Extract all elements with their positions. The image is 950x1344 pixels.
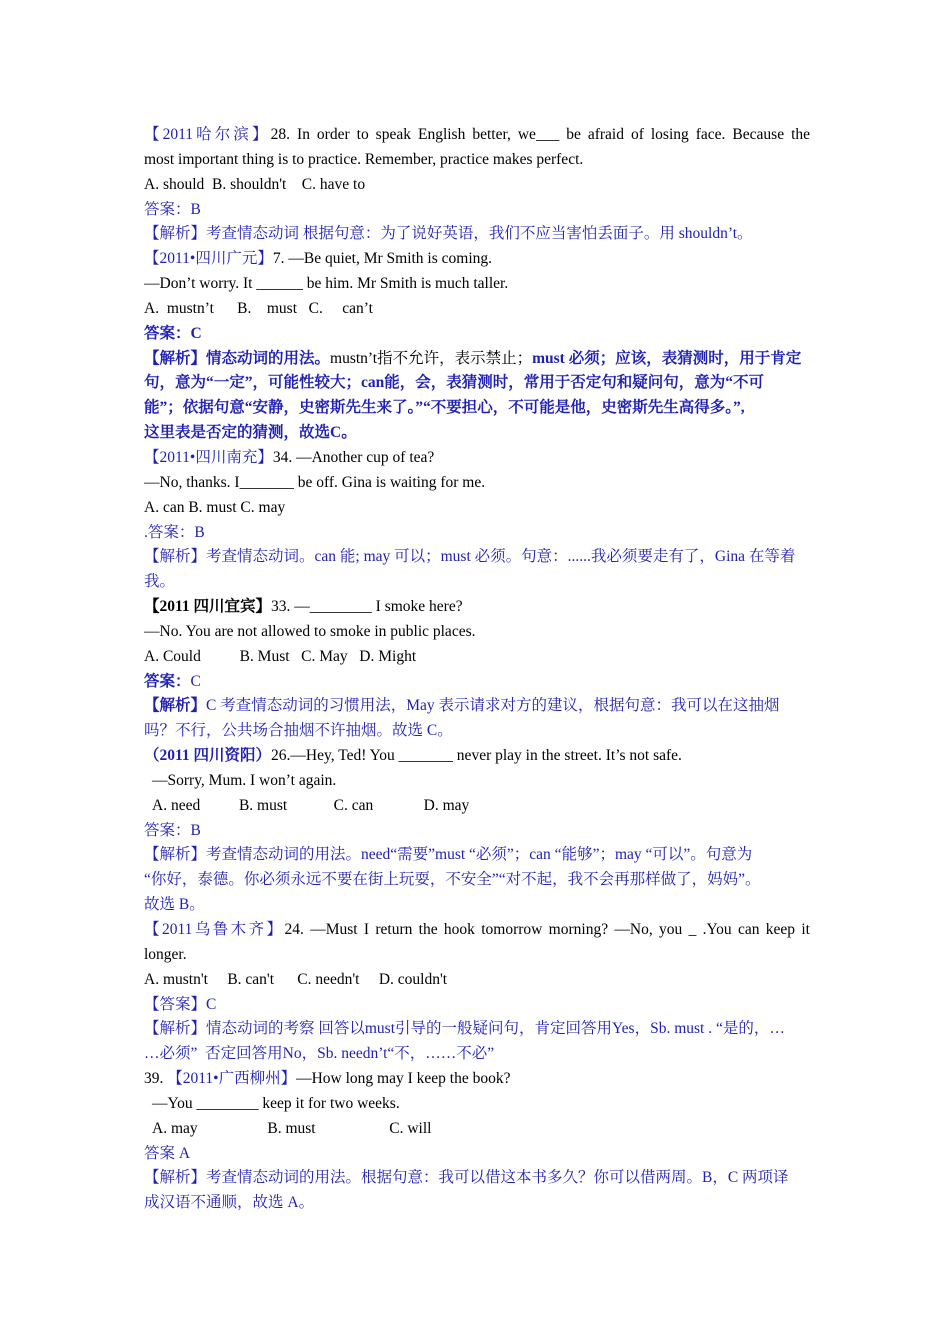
line-q26-options xyxy=(144,794,810,819)
text-segment: 【解析】考查情态动词。can 能; may 可以；must 必须。句意：......我必须要走有了，Gina 在等着 xyxy=(144,548,796,566)
text-segment: 【2011•四川广元】 xyxy=(144,250,273,268)
line-q39-analysis-2 xyxy=(144,1191,810,1216)
text-segment: 【解析】情态动词的考察 回答以must引导的一般疑问句，肯定回答用Yes，Sb. must . “是的，… xyxy=(144,1020,785,1038)
text-segment: .答案：B xyxy=(144,523,205,541)
text-segment: 39. xyxy=(144,1070,168,1088)
text-segment: 我。 xyxy=(144,573,176,591)
text-segment: 答案：B xyxy=(144,821,201,839)
line-q33-source xyxy=(144,595,810,620)
line-q28-stem-2 xyxy=(144,148,810,173)
line-q7-analysis-2 xyxy=(144,371,810,396)
line-q33-stem xyxy=(144,620,810,645)
text-segment: 【解析】 xyxy=(144,697,207,715)
line-q26-analysis-3 xyxy=(144,893,810,918)
text-segment: （2011 四川资阳） xyxy=(144,747,272,765)
text-segment: —No, thanks. I_______ be off. Gina is waiting for me. xyxy=(144,473,486,491)
line-q39-answer xyxy=(144,1142,810,1167)
text-segment: A. need B. must C. can D. may xyxy=(152,796,470,814)
text-segment: —No. You are not allowed to smoke in public places. xyxy=(144,622,476,640)
text-segment: C xyxy=(190,672,201,690)
line-q7-stem xyxy=(144,272,810,297)
text-segment: 吗？不行，公共场合抽烟不许抽烟。故选 C。 xyxy=(144,722,453,740)
text-segment: 【2011•广西柳州】 xyxy=(167,1070,297,1088)
line-q39-options xyxy=(144,1117,810,1142)
text-segment: 【2011 四川宜宾】 xyxy=(144,598,272,616)
text-segment: 33. —________ I smoke here? xyxy=(271,598,463,616)
line-q26-stem xyxy=(144,769,810,794)
text-segment: “你好，泰德。你必须永远不要在街上玩耍，不安全”“对不起，我不会再那样做了，妈妈”。 xyxy=(144,871,761,889)
text-segment: 28. In order to speak English better, we xyxy=(270,126,536,143)
line-q26-analysis-1 xyxy=(144,843,810,868)
text-segment: 7. —Be quiet, Mr Smith is coming. xyxy=(272,250,493,268)
line-q7-source xyxy=(144,247,810,272)
text-segment: 【解析】考查情态动词的用法。need“需要”must “必须”；can “能够”；may “可以”。句意为 xyxy=(144,846,753,864)
line-q28-options xyxy=(144,173,810,198)
line-q34-analysis-2 xyxy=(144,570,810,595)
line-q34-answer xyxy=(144,521,810,546)
text-segment: 答案 A xyxy=(144,1144,191,1162)
text-segment: 26.—Hey, Ted! You _______ never play in the street. It’s not safe. xyxy=(271,747,682,765)
line-q34-options xyxy=(144,496,810,521)
line-q33-answer xyxy=(144,670,810,695)
text-segment: 【2011乌鲁木齐】 xyxy=(144,921,285,938)
line-q39-analysis-1 xyxy=(144,1166,810,1191)
text-segment: 答案： xyxy=(144,672,191,690)
text-segment: …必须” 否定回答用No，Sb. needn’t“不，……不必” xyxy=(144,1045,495,1063)
text-segment: be afraid of losing face. Because the xyxy=(559,126,810,143)
text-segment: 这里表是否定的猜测，故选C。 xyxy=(144,424,357,442)
text-segment: A. may B. must C. will xyxy=(152,1119,432,1137)
text-segment: 【解析】情态动词的用法。 xyxy=(144,349,331,367)
text-segment: A. Could B. Must C. May D. Might xyxy=(144,647,417,665)
text-segment: 能”；依据句意“安静，史密斯先生来了。”“不要担心，不可能是他，史密斯先生高得多。”, xyxy=(144,399,745,417)
line-q33-analysis-2 xyxy=(144,719,810,744)
line-q39-source xyxy=(144,1067,810,1092)
text-segment: mustn’t指不允许，表示禁止； xyxy=(330,349,533,367)
text-segment: 34. —Another cup of tea? xyxy=(272,448,435,466)
text-segment: —Sorry, Mum. I won’t again. xyxy=(152,771,337,789)
line-q34-source xyxy=(144,446,810,471)
line-q34-stem xyxy=(144,471,810,496)
line-q26-analysis-2 xyxy=(144,868,810,893)
line-q26-source xyxy=(144,744,810,769)
text-segment: 故选 B。 xyxy=(144,896,205,914)
line-q39-stem xyxy=(144,1092,810,1117)
line-q7-answer xyxy=(144,322,810,347)
text-segment: 【解析】考查情态动词 根据句意：为了说好英语，我们不应当害怕丢面子。用 shouldn’t。 xyxy=(144,225,753,243)
text-segment: 成汉语不通顺，故选 A。 xyxy=(144,1194,315,1212)
line-q26-answer xyxy=(144,819,810,844)
text-segment: A. mustn’t B. must C. can’t xyxy=(144,299,373,317)
text-segment: —You ________ keep it for two weeks. xyxy=(152,1094,400,1112)
line-q7-options xyxy=(144,297,810,322)
line-q24-analysis-2 xyxy=(144,1042,810,1067)
line-q7-analysis-4 xyxy=(144,421,810,446)
text-segment: 句，意为“一定”，可能性较大；can能，会，表猜测时，常用于否定句和疑问句，意为“不可 xyxy=(144,374,765,392)
line-q34-analysis-1 xyxy=(144,545,810,570)
text-segment: C 考查情态动词的习惯用法，May 表示请求对方的建议，根据句意：我可以在这抽烟 xyxy=(206,697,780,715)
line-q33-options xyxy=(144,645,810,670)
line-q24-answer xyxy=(144,993,810,1018)
line-q28-answer xyxy=(144,198,810,223)
line-q24-options xyxy=(144,968,810,993)
text-segment: A. can B. must C. may xyxy=(144,498,286,516)
text-segment: —How long may I keep the book? xyxy=(296,1070,511,1088)
line-q24-analysis-1 xyxy=(144,1017,810,1042)
line-q7-analysis-3 xyxy=(144,396,810,421)
line-q24-stem-1 xyxy=(144,918,810,943)
text-segment: 答案：C xyxy=(144,324,202,342)
text-segment: 24. —Must I return the hook tomorrow morning? —No, you _ .You can keep it xyxy=(284,921,810,938)
line-q24-stem-2 xyxy=(144,943,810,968)
text-segment: A. should B. shouldn't C. have to xyxy=(144,175,366,193)
line-q28-analysis xyxy=(144,222,810,247)
document-page xyxy=(144,123,810,1216)
text-segment: 答案：B xyxy=(144,200,201,218)
text-segment: A. mustn't B. can't C. needn't D. couldn't xyxy=(144,970,448,988)
line-q7-analysis-1 xyxy=(144,347,810,372)
text-segment: 【2011哈尔滨】 xyxy=(144,126,271,143)
text-segment: ___ xyxy=(535,126,560,143)
text-segment: most important thing is to practice. Remember, practice makes perfect. xyxy=(144,150,584,168)
line-q33-analysis-1 xyxy=(144,694,810,719)
text-segment: 【解析】考查情态动词的用法。根据句意：我可以借这本书多久？你可以借两周。B，C 两项译 xyxy=(144,1169,789,1187)
text-segment: —Don’t worry. It ______ be him. Mr Smith is much taller. xyxy=(144,275,509,293)
text-segment: 【2011•四川南充】 xyxy=(144,448,273,466)
text-segment: 【答案】C xyxy=(144,995,217,1013)
line-q28-stem-1 xyxy=(144,123,810,148)
text-segment: longer. xyxy=(144,945,187,963)
text-segment: must 必须；应该，表猜测时，用于肯定 xyxy=(532,349,802,367)
